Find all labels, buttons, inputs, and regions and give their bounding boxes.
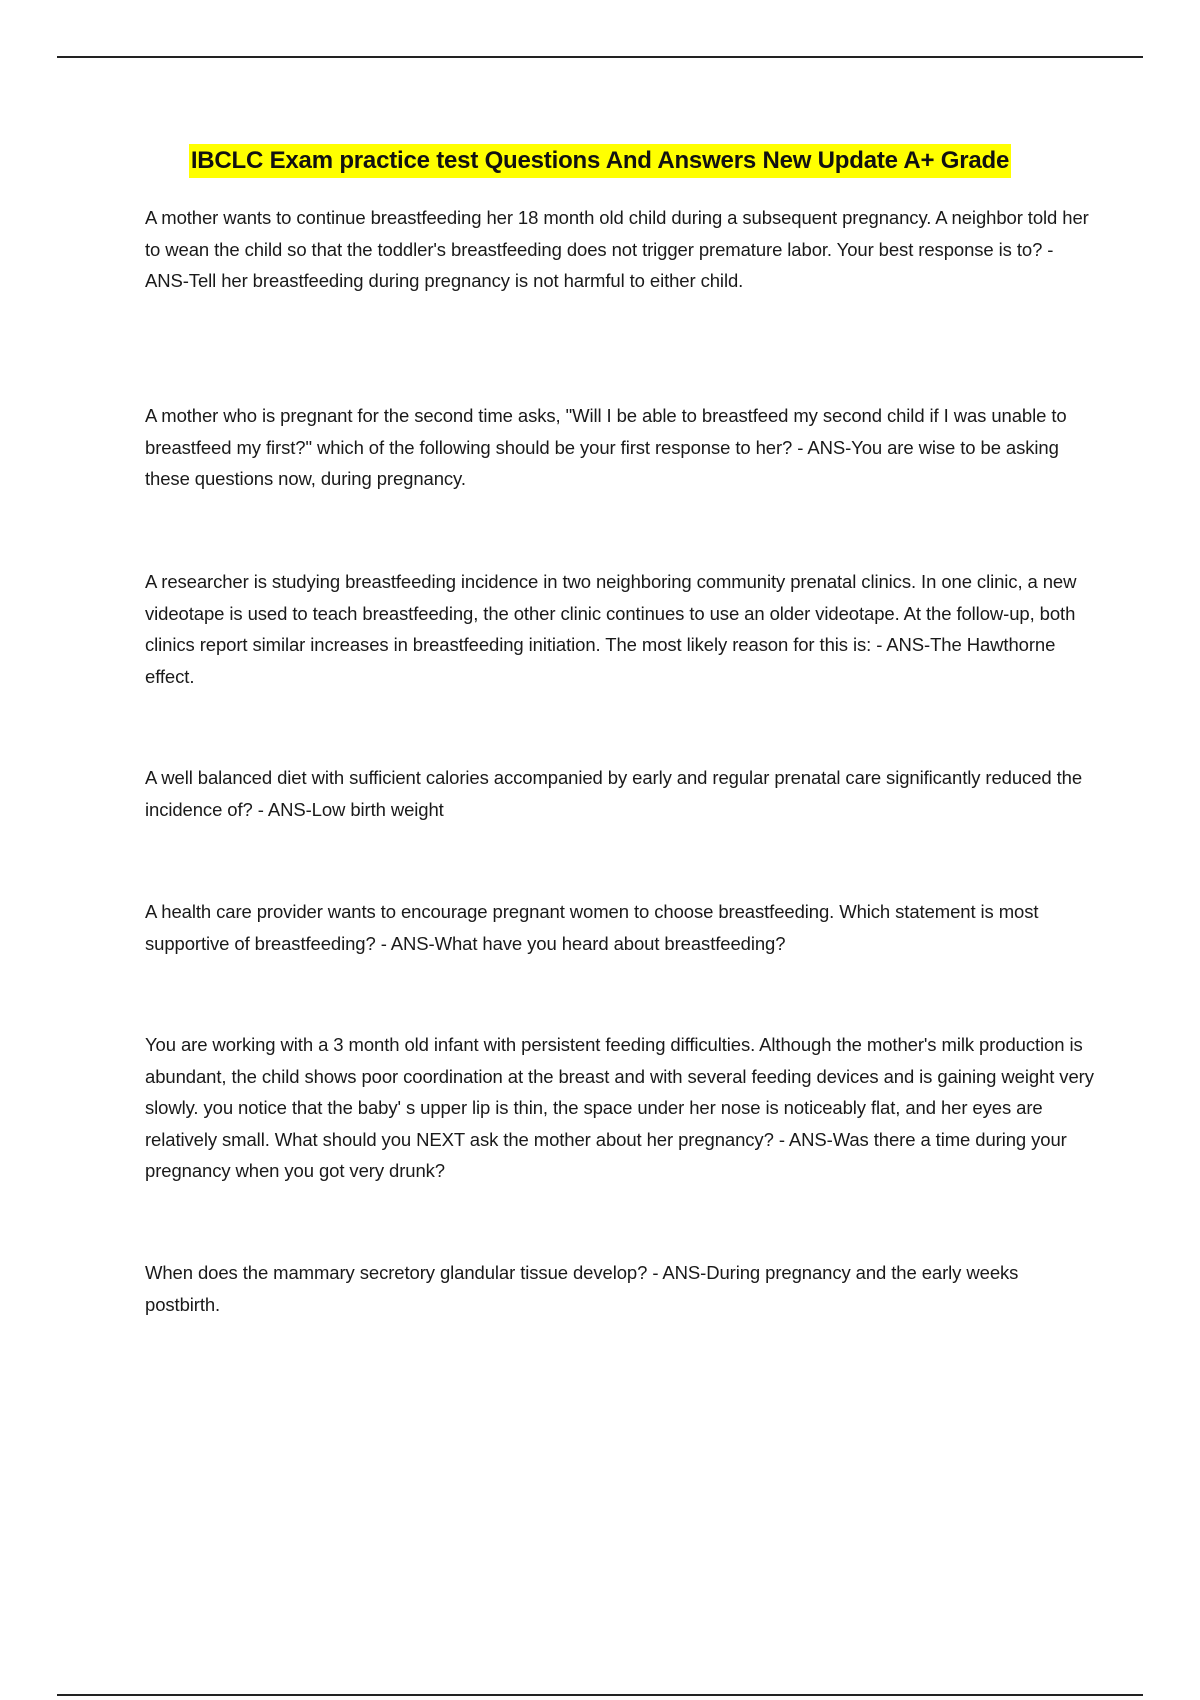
qa-item-4: A well balanced diet with sufficient calories accompanied by early and regular prenatal care significantly reduced the incidence of? - ANS-Low birth weight <box>145 767 1083 820</box>
qa-item-2: A mother who is pregnant for the second time asks, "Will I be able to breastfeed my second child if I was unable to breastfeed my first?" which of the following should be your first response to her? - ANS-You are wise to be asking these questions now, during pregnancy. <box>145 405 1067 489</box>
qa-item-5: A health care provider wants to encourage pregnant women to choose breastfeeding. Which statement is most supportive of breastfeeding? - ANS-What have you heard about breastfeeding? <box>145 901 1039 954</box>
title-container <box>0 144 1200 178</box>
top-divider <box>57 56 1143 58</box>
qa-item-3: A researcher is studying breastfeeding incidence in two neighboring community prenatal clinics. In one clinic, a new videotape is used to teach breastfeeding, the other clinic continues to use an older videotape. At the follow-up, both clinics report similar increases in breastfeeding initiation. The most likely reason for this is: - ANS-The Hawthorne effect. <box>145 571 1077 687</box>
bottom-divider <box>57 1694 1143 1696</box>
qa-item-7: When does the mammary secretory glandular tissue develop? - ANS-During pregnancy and the early weeks postbirth. <box>145 1262 1019 1315</box>
qa-item-6: You are working with a 3 month old infant with persistent feeding difficulties. Although the mother's milk production is abundant, the child shows poor coordination at the breast and with several feeding devices and is gaining weight very slowly. you notice that the baby' s upper lip is thin, the space under her nose is noticeably flat, and her eyes are relatively small. What should you NEXT ask the mother about her pregnancy? - ANS-Was there a time during your pregnancy when you got very drunk? <box>145 1034 1094 1181</box>
document-title: IBCLC Exam practice test Questions And Answers New Update A+ Grade <box>189 144 1011 178</box>
qa-item-1: A mother wants to continue breastfeeding her 18 month old child during a subsequent pregnancy. A neighbor told her to wean the child so that the toddler's breastfeeding does not trigger premature labor. Your best response is to? - ANS-Tell her breastfeeding during pregnancy is not harmful to either child. <box>145 207 1089 291</box>
